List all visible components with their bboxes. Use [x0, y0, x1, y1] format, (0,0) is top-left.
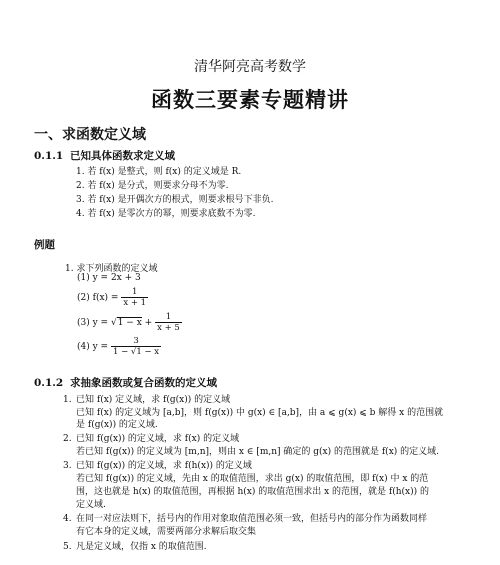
radicand: 1 − x [117, 318, 142, 328]
examples-label: 例题 [34, 239, 55, 251]
example-intro: 1. 求下列函数的定义域 [65, 264, 158, 274]
list-item: 4. 若 f(x) 是零次方的幂，则要求底数不为零. [76, 209, 256, 219]
list-line [76, 408, 443, 419]
list-line-text: 凡是定义域，仅指 x 的取值范围. [76, 542, 207, 552]
subsection-heading-012 [34, 375, 217, 390]
fraction [111, 336, 161, 357]
list-number: 4. [63, 514, 72, 524]
list-line [63, 461, 252, 472]
list-line-text: 若已知 f(g(x)) 的定义域为 [m,n]，则由 x ∈ [m,n] 确定的 g(x) 的范围就是 f(x) 的定义域. [76, 447, 439, 457]
subsection-title: 求抽象函数或复合函数的定义域 [70, 377, 217, 389]
list-line-text: 围，这也就是 h(x) 的取值范围，再根据 h(x) 的取值范围求出 x 的范围，就是 f(h(x)) 的 [76, 487, 430, 497]
denominator: 1 − √1 − x [112, 347, 160, 357]
list-line-text: 已知 f(g(x)) 的定义域，求 f(h(x)) 的定义域 [76, 461, 252, 471]
list-line [63, 514, 428, 525]
subsection-heading-011 [34, 148, 175, 163]
list-line [76, 500, 106, 511]
list-line [63, 542, 207, 553]
list-line [76, 487, 429, 498]
example-3 [77, 312, 182, 333]
example-4 [77, 336, 161, 357]
list-line [63, 395, 231, 406]
list-line [76, 474, 428, 485]
subsection-number: 0.1.2 [34, 377, 64, 389]
page-title: 函数三要素专题精讲 [151, 87, 349, 112]
numerator: 3 [111, 336, 161, 347]
fraction [155, 312, 182, 333]
list-line-text: 已知 f(x) 定义域，求 f(g(x)) 的定义域 [76, 395, 231, 405]
plus-sign: + [144, 318, 153, 328]
list-line-text: 是 f(g(x)) 的定义域. [76, 420, 158, 430]
list-number: 2. [63, 434, 72, 444]
list-number: 3. [63, 461, 72, 471]
list-line-text: 已知 f(x) 的定义域为 [a,b]，则 f(g(x)) 中 g(x) ∈ [a,b]，由 a ⩽ g(x) ⩽ b 解得 x 的范围就 [76, 408, 444, 418]
section-title: 一、求函数定义域 [34, 127, 146, 143]
example-4-lhs: (4) y = [77, 342, 109, 352]
list-item: 1. 若 f(x) 是整式，则 f(x) 的定义域是 R. [76, 167, 242, 177]
list-line [76, 527, 256, 538]
example-3-lhs: (3) y = √ [77, 318, 117, 328]
list-line-text: 若已知 f(g(x)) 的定义域，先由 x 的取值范围，求出 g(x) 的取值范围，即 f(x) 中 x 的范 [76, 474, 429, 484]
subsection-title: 已知具体函数求定义域 [70, 150, 175, 162]
list-line-text: 有它本身的定义域，需要两部分求解后取交集 [76, 527, 257, 537]
list-line [76, 420, 158, 431]
list-line [63, 434, 240, 445]
list-number: 5. [63, 542, 72, 552]
denominator: x + 1 [123, 298, 147, 308]
author-header: 清华阿亮高考数学 [194, 59, 306, 75]
example-1: (1) y = 2x + 3 [77, 273, 141, 283]
list-line-text: 已知 f(g(x)) 的定义域，求 f(x) 的定义域 [76, 434, 240, 444]
subsection-number: 0.1.1 [34, 150, 64, 162]
list-line-text: 定义域. [76, 500, 106, 510]
example-2 [77, 287, 148, 308]
denominator: x + 5 [157, 323, 180, 333]
numerator: 1 [121, 287, 148, 298]
list-line-text: 在同一对应法则下，括号内的作用对象取值范围必须一致，但括号内的部分作为函数同样 [76, 514, 428, 524]
list-line [76, 447, 439, 458]
fraction [121, 287, 148, 308]
numerator: 1 [155, 312, 182, 323]
list-item: 3. 若 f(x) 是开偶次方的根式，则要求根号下非负. [76, 195, 274, 205]
list-item: 2. 若 f(x) 是分式，则要求分母不为零. [76, 181, 229, 191]
example-2-lhs: (2) f(x) = [77, 293, 119, 303]
list-number: 1. [63, 395, 72, 405]
